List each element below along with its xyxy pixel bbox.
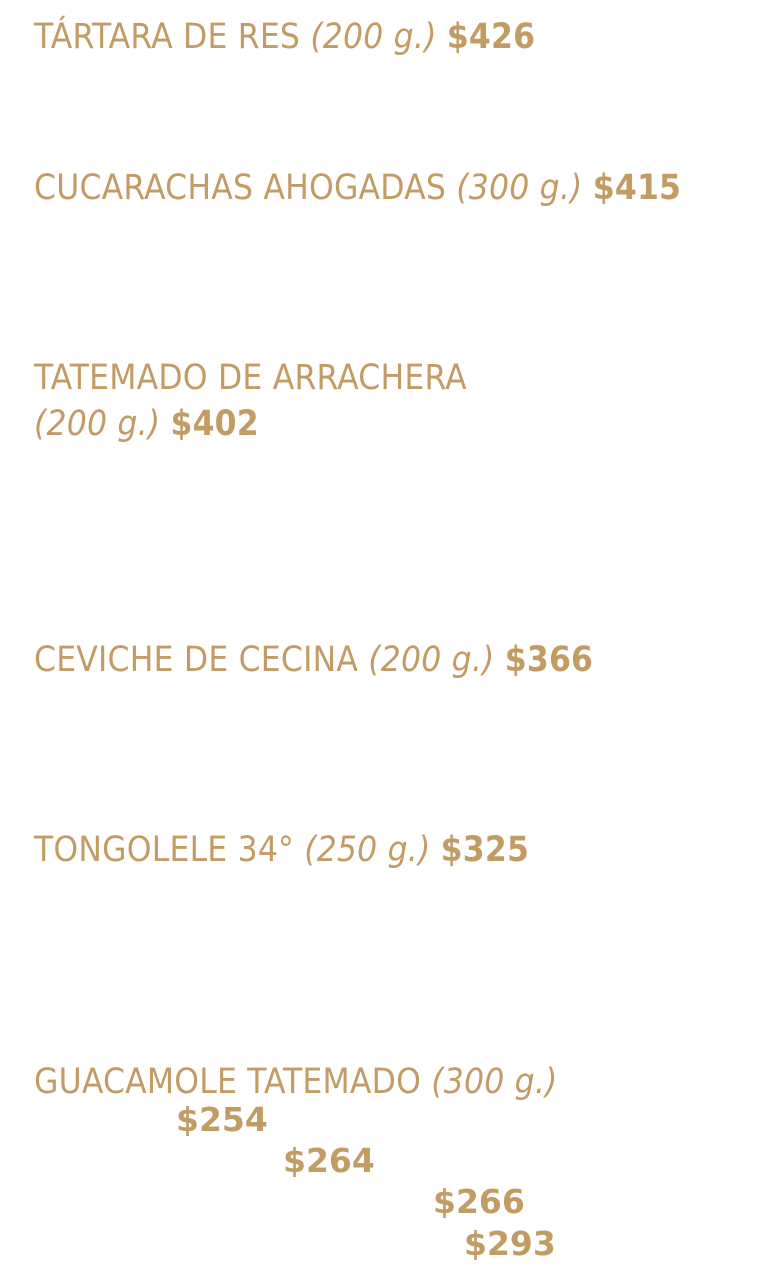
item-name: CUCARACHAS AHOGADAS: [34, 168, 447, 208]
item-weight: (250 g.): [304, 830, 431, 870]
menu-item-guacamole-tatemado: [34, 1059, 558, 1105]
item-weight: (200 g.): [368, 640, 495, 680]
menu-item-tatemado-de-arrachera-detail: [34, 401, 259, 447]
item-name: GUACAMOLE TATEMADO: [34, 1062, 422, 1102]
item-name: TONGOLELE 34°: [34, 830, 294, 870]
item-weight: (300 g.): [456, 168, 583, 208]
item-weight: (200 g.): [34, 404, 161, 444]
item-price: $264: [283, 1141, 375, 1180]
item-price: $254: [176, 1100, 268, 1139]
item-name: TÁRTARA DE RES: [34, 17, 301, 57]
menu-item-ceviche-de-cecina: [34, 637, 593, 683]
item-price: $293: [464, 1224, 556, 1263]
item-price: $266: [433, 1182, 525, 1221]
menu-item-cucarachas-ahogadas: [34, 165, 681, 211]
item-weight: (300 g.): [431, 1062, 558, 1102]
item-price: $402: [170, 404, 259, 444]
item-price: $325: [440, 830, 530, 870]
item-price: $366: [504, 640, 594, 680]
item-name: TATEMADO DE ARRACHERA: [34, 358, 467, 398]
menu-item-tatemado-de-arrachera: [34, 355, 467, 401]
item-price: $426: [446, 17, 536, 57]
item-name: CEVICHE DE CECINA: [34, 640, 359, 680]
menu-item-tongolele: [34, 827, 529, 873]
menu-item-tartara-de-res: [34, 14, 535, 60]
item-weight: (200 g.): [310, 17, 437, 57]
item-price: $415: [592, 168, 682, 208]
